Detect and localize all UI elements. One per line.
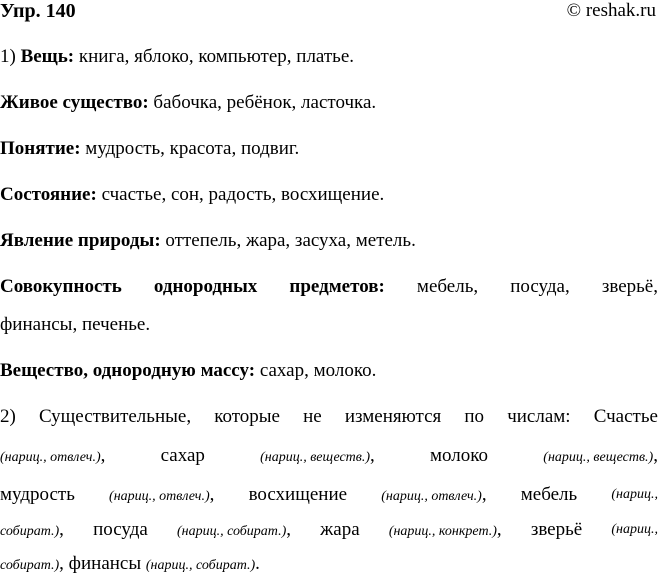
category-label: Состояние: xyxy=(0,184,97,205)
category-examples: мудрость, красота, подвиг. xyxy=(85,138,300,159)
category-label: Вещь: xyxy=(20,46,75,67)
category-collection-line2: финансы, печенье. xyxy=(0,314,151,335)
grammar-note: (нариц., отвлеч.) xyxy=(109,489,210,504)
grammar-note: (нариц., собират.) xyxy=(145,558,256,573)
category-state xyxy=(0,183,384,207)
category-examples: сахар, молоко. xyxy=(259,360,377,381)
part2-line4: собират.), посуда (нариц., собират.), жара (нариц., конкрет.), зверьё (нариц., xyxy=(0,518,658,544)
category-label: Явление природы: xyxy=(0,230,161,251)
part2-line1: 2) Существительные, которые не изменяются по числам: Счастье xyxy=(0,406,658,427)
category-label: Живое существо: xyxy=(0,92,149,113)
grammar-note: (нариц., веществ.) xyxy=(543,450,654,465)
grammar-note: (нариц., xyxy=(611,522,658,537)
grammar-note: собират.) xyxy=(0,524,60,539)
category-living-being xyxy=(0,91,376,115)
exercise-title: Упр. 140 xyxy=(0,0,76,22)
category-examples: счастье, сон, радость, восхищение. xyxy=(101,184,385,205)
category-thing: 1) Вещь: книга, яблоко, компьютер, платье. xyxy=(0,46,355,67)
category-examples: книга, яблоко, компьютер, платье. xyxy=(78,46,355,67)
category-label: Понятие: xyxy=(0,138,81,159)
site-watermark: © reshak.ru xyxy=(566,0,656,21)
category-natural-phenomenon xyxy=(0,229,416,253)
part2-line5: собират.), финансы (нариц., собират.). xyxy=(0,553,260,574)
grammar-note: (нариц., отвлеч.) xyxy=(0,450,101,465)
part2-line3: мудрость (нариц., отвлеч.), восхищение (нариц., отвлеч.), мебель (нариц., xyxy=(0,483,658,509)
category-collection-line1: Совокупность однородных предметов: мебель, посуда, зверьё, xyxy=(0,276,658,297)
category-examples: бабочка, ребёнок, ласточка. xyxy=(153,92,377,113)
grammar-note: собират.) xyxy=(0,558,60,573)
category-concept xyxy=(0,137,299,161)
category-examples: оттепель, жара, засуха, метель. xyxy=(165,230,416,251)
grammar-note: (нариц., конкрет.) xyxy=(388,524,497,539)
grammar-note: (нариц., отвлеч.) xyxy=(381,489,482,504)
grammar-note: (нариц., xyxy=(611,487,658,502)
grammar-note: (нариц., собират.) xyxy=(176,524,287,539)
page-header xyxy=(0,0,658,24)
category-substance xyxy=(0,359,376,383)
category-label: Вещество, однородную массу: xyxy=(0,360,256,381)
part2-line2: (нариц., отвлеч.), сахар (нариц., веществ.), молоко (нариц., веществ.), xyxy=(0,445,658,466)
grammar-note: (нариц., веществ.) xyxy=(260,450,371,465)
